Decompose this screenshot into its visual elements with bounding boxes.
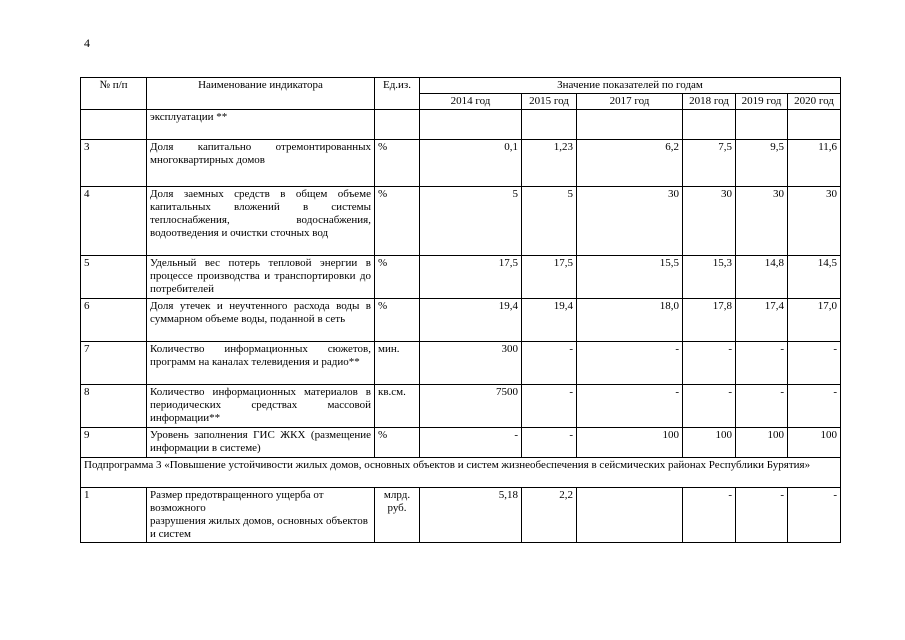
row-name: Уровень заполнения ГИС ЖКХ (размещение информации в системе) <box>147 428 375 458</box>
row-unit: % <box>375 187 420 256</box>
table-row <box>81 187 841 256</box>
row-value: - <box>736 385 788 428</box>
row-value: 14,8 <box>736 256 788 299</box>
row-value <box>788 110 841 140</box>
row-unit: кв.см. <box>375 385 420 428</box>
header-row-1 <box>81 78 841 94</box>
row-unit: % <box>375 299 420 342</box>
table-row <box>81 299 841 342</box>
row-unit <box>375 110 420 140</box>
table-row <box>81 428 841 458</box>
row-value: 100 <box>683 428 736 458</box>
table-row <box>81 342 841 385</box>
row-value: - <box>736 342 788 385</box>
row-num: 9 <box>81 428 147 458</box>
row-unit: % <box>375 428 420 458</box>
row-value: 17,4 <box>736 299 788 342</box>
table-row <box>81 385 841 428</box>
row-value: - <box>788 342 841 385</box>
header-year-2018: 2018 год <box>683 94 736 110</box>
row-value: 19,4 <box>522 299 577 342</box>
row-value: 300 <box>420 342 522 385</box>
row-num: 5 <box>81 256 147 299</box>
row-value <box>736 110 788 140</box>
subprogram-row <box>81 458 841 488</box>
row-value: - <box>522 385 577 428</box>
row-name: Доля заемных средств в общем объеме капитальных вложений в системы теплоснабжения, водоснабжения, водоотведения и очистки сточных вод <box>147 187 375 256</box>
row-value: 17,5 <box>420 256 522 299</box>
header-values-group: Значение показателей по годам <box>420 78 841 94</box>
row-name: Доля утечек и неучтенного расхода воды в суммарном объеме воды, поданной в сеть <box>147 299 375 342</box>
row-value: 5 <box>522 187 577 256</box>
row-value: - <box>788 385 841 428</box>
header-unit: Ед.из. <box>375 78 420 110</box>
row-value: 6,2 <box>577 140 683 187</box>
header-year-2017: 2017 год <box>577 94 683 110</box>
header-num: № п/п <box>81 78 147 110</box>
row-value: 30 <box>577 187 683 256</box>
row-value: - <box>577 385 683 428</box>
row-name <box>147 488 375 543</box>
row-value: 17,8 <box>683 299 736 342</box>
row-value: 5 <box>420 187 522 256</box>
row-value: 100 <box>577 428 683 458</box>
row-value: 11,6 <box>788 140 841 187</box>
row-num: 1 <box>81 488 147 543</box>
row-name: Количество информационных сюжетов, программ на каналах телевидения и радио** <box>147 342 375 385</box>
row-value: 7500 <box>420 385 522 428</box>
row-value: 17,0 <box>788 299 841 342</box>
header-year-2020: 2020 год <box>788 94 841 110</box>
row-value: - <box>522 428 577 458</box>
row-name-line-2: разрушения жилых домов, основных объектов и систем <box>150 515 368 540</box>
row-num: 3 <box>81 140 147 187</box>
row-value: 7,5 <box>683 140 736 187</box>
subprogram-heading: Подпрограмма 3 «Повышение устойчивости жилых домов, основных объектов и систем жизнеобеспечения в сейсмических районах Республики Бурятия» <box>81 458 841 488</box>
row-value: 30 <box>736 187 788 256</box>
row-num: 7 <box>81 342 147 385</box>
row-unit: % <box>375 256 420 299</box>
row-name: эксплуатации ** <box>147 110 375 140</box>
row-unit: мин. <box>375 342 420 385</box>
row-value: - <box>683 385 736 428</box>
header-year-2014: 2014 год <box>420 94 522 110</box>
row-name-line-1: Размер предотвращенного ущерба от возможного <box>150 489 324 514</box>
row-value: 5,18 <box>420 488 522 543</box>
row-value <box>522 110 577 140</box>
row-value: - <box>683 488 736 543</box>
table-row <box>81 140 841 187</box>
row-value: - <box>683 342 736 385</box>
table-row <box>81 488 841 543</box>
row-name: Доля капитально отремонтированных многоквартирных домов <box>147 140 375 187</box>
row-value: 100 <box>788 428 841 458</box>
row-name: Количество информационных материалов в периодических средствах массовой информации** <box>147 385 375 428</box>
row-value: 15,3 <box>683 256 736 299</box>
header-year-2019: 2019 год <box>736 94 788 110</box>
row-value <box>577 488 683 543</box>
row-value: - <box>522 342 577 385</box>
row-value: 15,5 <box>577 256 683 299</box>
row-value: 30 <box>788 187 841 256</box>
row-value <box>577 110 683 140</box>
row-unit: млрд. руб. <box>375 488 420 543</box>
row-value: 9,5 <box>736 140 788 187</box>
table-row <box>81 256 841 299</box>
row-value: 17,5 <box>522 256 577 299</box>
row-value: - <box>577 342 683 385</box>
row-value: - <box>420 428 522 458</box>
row-value: - <box>736 488 788 543</box>
row-num <box>81 110 147 140</box>
row-num: 4 <box>81 187 147 256</box>
row-value: - <box>788 488 841 543</box>
row-value: 0,1 <box>420 140 522 187</box>
header-name: Наименование индикатора <box>147 78 375 110</box>
row-value: 100 <box>736 428 788 458</box>
row-value <box>420 110 522 140</box>
row-value <box>683 110 736 140</box>
row-num: 6 <box>81 299 147 342</box>
row-name: Удельный вес потерь тепловой энергии в процессе производства и транспортировки до потребителей <box>147 256 375 299</box>
table-row <box>81 110 841 140</box>
row-value: 14,5 <box>788 256 841 299</box>
row-value: 19,4 <box>420 299 522 342</box>
row-value: 1,23 <box>522 140 577 187</box>
row-value: 30 <box>683 187 736 256</box>
page-number: 4 <box>84 36 90 50</box>
row-num: 8 <box>81 385 147 428</box>
header-year-2015: 2015 год <box>522 94 577 110</box>
row-unit: % <box>375 140 420 187</box>
row-value: 2,2 <box>522 488 577 543</box>
row-value: 18,0 <box>577 299 683 342</box>
indicators-table <box>80 77 841 543</box>
